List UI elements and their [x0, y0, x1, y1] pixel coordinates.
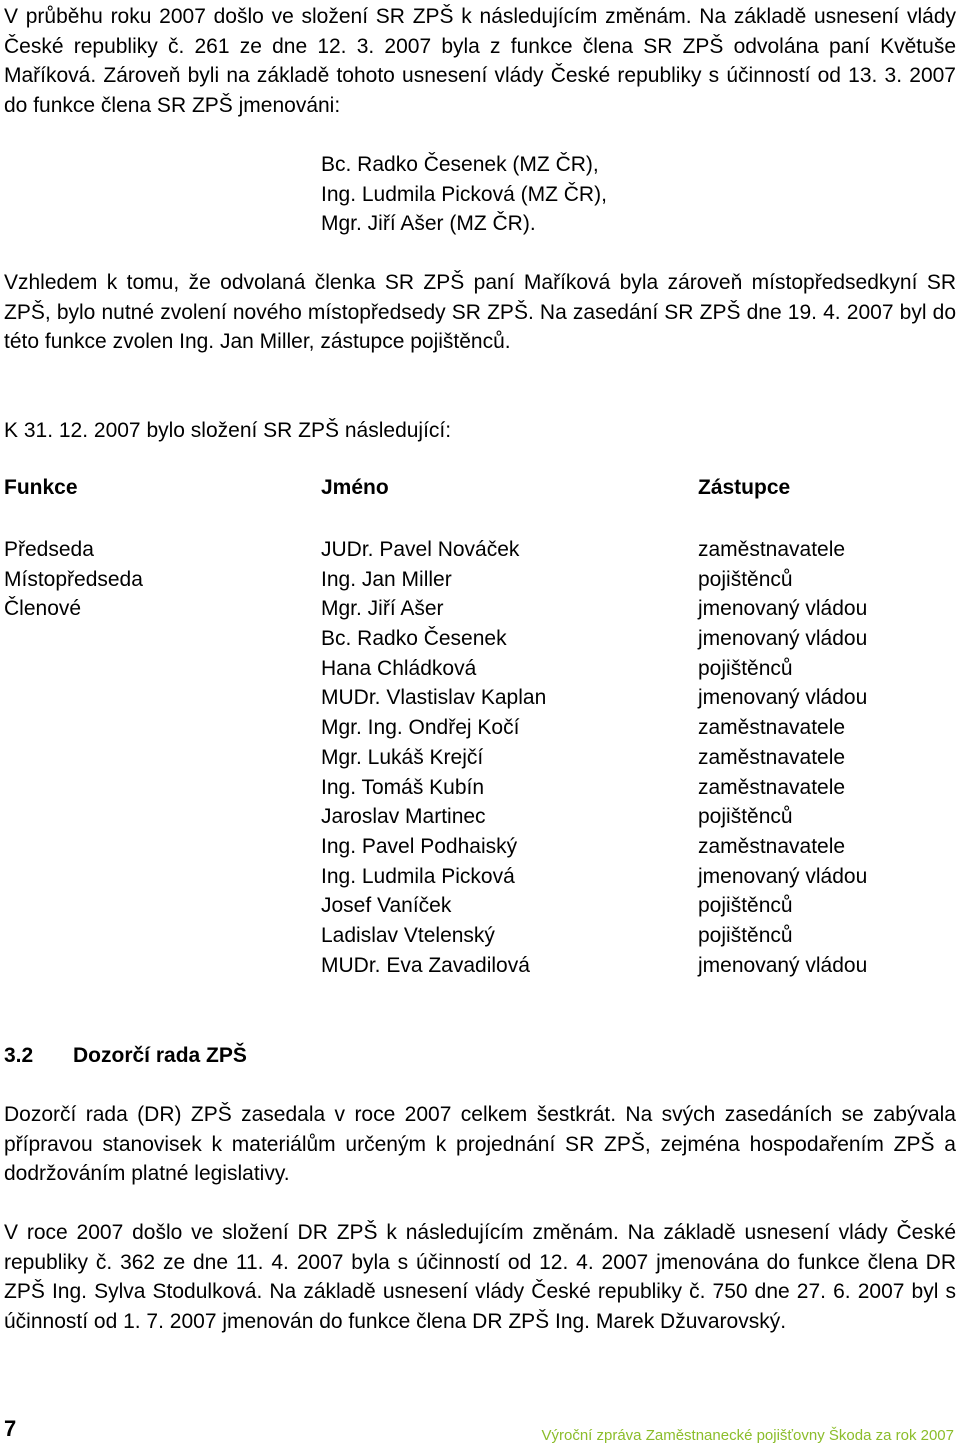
paragraph-vice-chair: Vzhledem k tomu, že odvolaná členka SR ZPŠ paní Maříková byla zároveň místopředsedkyní SR ZPŠ, bylo nutné zvolení nového místopředsedy SR ZPŠ. Na zasedání SR ZPŠ dne 19. 4. 2007 byl do této funkce zvolen Ing. Jan Miller, zástupce pojištěnců. [4, 271, 956, 354]
page-number: 7 [4, 1416, 17, 1441]
table-row [0, 683, 960, 713]
cell-zastupce: zaměstnavatele [698, 834, 846, 858]
cell-jmeno: Bc. Radko Česenek [321, 627, 507, 651]
cell-jmeno: Mgr. Jiří Ašer [321, 597, 444, 621]
cell-jmeno: Ing. Pavel Podhaiský [321, 834, 518, 858]
table-row [0, 565, 960, 595]
cell-jmeno: Ing. Jan Miller [321, 567, 452, 591]
cell-zastupce: zaměstnavatele [698, 745, 846, 769]
cell-jmeno: Ing. Tomáš Kubín [321, 775, 485, 799]
header-funkce: Funkce [4, 476, 78, 499]
paragraph-dr-meetings: Dozorčí rada (DR) ZPŠ zasedala v roce 2007 celkem šestkrát. Na svých zasedáních se zabývala přípravou stanovisek k materiálům určeným k projednání SR ZPŠ, zejména hospodařením ZPŠ a dodržováním platné legislativy. [4, 1103, 956, 1186]
cell-zastupce: jmenovaný vládou [698, 953, 868, 977]
table-row [0, 535, 960, 565]
cell-jmeno: Ladislav Vtelenský [321, 923, 495, 947]
section-title: Dozorčí rada ZPŠ [73, 1044, 247, 1067]
cell-zastupce: pojištěnců [698, 656, 793, 680]
cell-funkce: Místopředseda [4, 567, 143, 591]
appointed-members-list [321, 150, 607, 239]
appointed-member: Ing. Ludmila Picková (MZ ČR), [321, 182, 607, 206]
cell-zastupce: pojištěnců [698, 805, 793, 829]
header-zastupce: Zástupce [698, 476, 791, 499]
paragraph-sr-changes: V průběhu roku 2007 došlo ve složení SR ZPŠ k následujícím změnám. Na základě usnesení vlády České republiky č. 261 ze dne 12. 3. 2007 byla z funkce člena SR ZPŠ odvolána paní Květuše Maříková. Zároveň byli na základě tohoto usnesení vlády České republiky s účinností od 13. 3. 2007 do funkce člena SR ZPŠ jmenováni: [4, 5, 956, 118]
cell-jmeno: MUDr. Vlastislav Kaplan [321, 686, 547, 710]
cell-zastupce: zaměstnavatele [698, 716, 846, 740]
composition-table [0, 535, 960, 980]
cell-jmeno: Jaroslav Martinec [321, 805, 486, 829]
table-row [0, 921, 960, 951]
paragraph-composition-intro: K 31. 12. 2007 bylo složení SR ZPŠ následující: [4, 419, 452, 442]
cell-zastupce: jmenovaný vládou [698, 597, 868, 621]
cell-jmeno: Mgr. Ing. Ondřej Kočí [321, 716, 520, 740]
table-row [0, 624, 960, 654]
cell-jmeno: Josef Vaníček [321, 894, 452, 918]
appointed-member: Bc. Radko Česenek (MZ ČR), [321, 153, 599, 176]
table-row [0, 773, 960, 803]
cell-zastupce: jmenovaný vládou [698, 864, 868, 888]
table-row [0, 891, 960, 921]
cell-jmeno: MUDr. Eva Zavadilová [321, 953, 530, 977]
cell-jmeno: Hana Chládková [321, 656, 477, 680]
cell-funkce: Předseda [4, 538, 94, 561]
table-row [0, 832, 960, 862]
composition-table-header [0, 476, 960, 506]
appointed-member: Mgr. Jiří Ašer (MZ ČR). [321, 212, 536, 236]
table-row [0, 743, 960, 773]
cell-funkce: Členové [4, 597, 82, 621]
footer-report-title: Výroční zpráva Zaměstnanecké pojišťovny Škoda za rok 2007 [541, 1427, 954, 1444]
cell-zastupce: zaměstnavatele [698, 538, 846, 561]
table-row [0, 713, 960, 743]
table-row [0, 802, 960, 832]
cell-jmeno: JUDr. Pavel Nováček [321, 538, 520, 561]
header-jmeno: Jméno [321, 476, 389, 499]
cell-zastupce: pojištěnců [698, 923, 793, 947]
cell-jmeno: Mgr. Lukáš Krejčí [321, 745, 484, 769]
table-row [0, 951, 960, 981]
cell-jmeno: Ing. Ludmila Picková [321, 864, 515, 888]
cell-zastupce: pojištěnců [698, 567, 793, 591]
section-heading [4, 1041, 247, 1071]
section-number: 3.2 [4, 1044, 34, 1067]
cell-zastupce: pojištěnců [698, 894, 793, 918]
table-row [0, 862, 960, 892]
table-row [0, 654, 960, 684]
table-row [0, 594, 960, 624]
paragraph-dr-changes: V roce 2007 došlo ve složení DR ZPŠ k následujícím změnám. Na základě usnesení vlády České republiky č. 362 ze dne 11. 4. 2007 byla s účinností od 12. 4. 2007 jmenována do funkce člena DR ZPŠ Ing. Sylva Stodulková. Na základě usnesení vlády České republiky č. 750 dne 27. 6. 2007 byl s účinností od 1. 7. 2007 jmenován do funkce člena DR ZPŠ Ing. Marek Džuvarovský. [4, 1221, 956, 1334]
cell-zastupce: jmenovaný vládou [698, 686, 868, 710]
cell-zastupce: jmenovaný vládou [698, 627, 868, 651]
cell-zastupce: zaměstnavatele [698, 775, 846, 799]
